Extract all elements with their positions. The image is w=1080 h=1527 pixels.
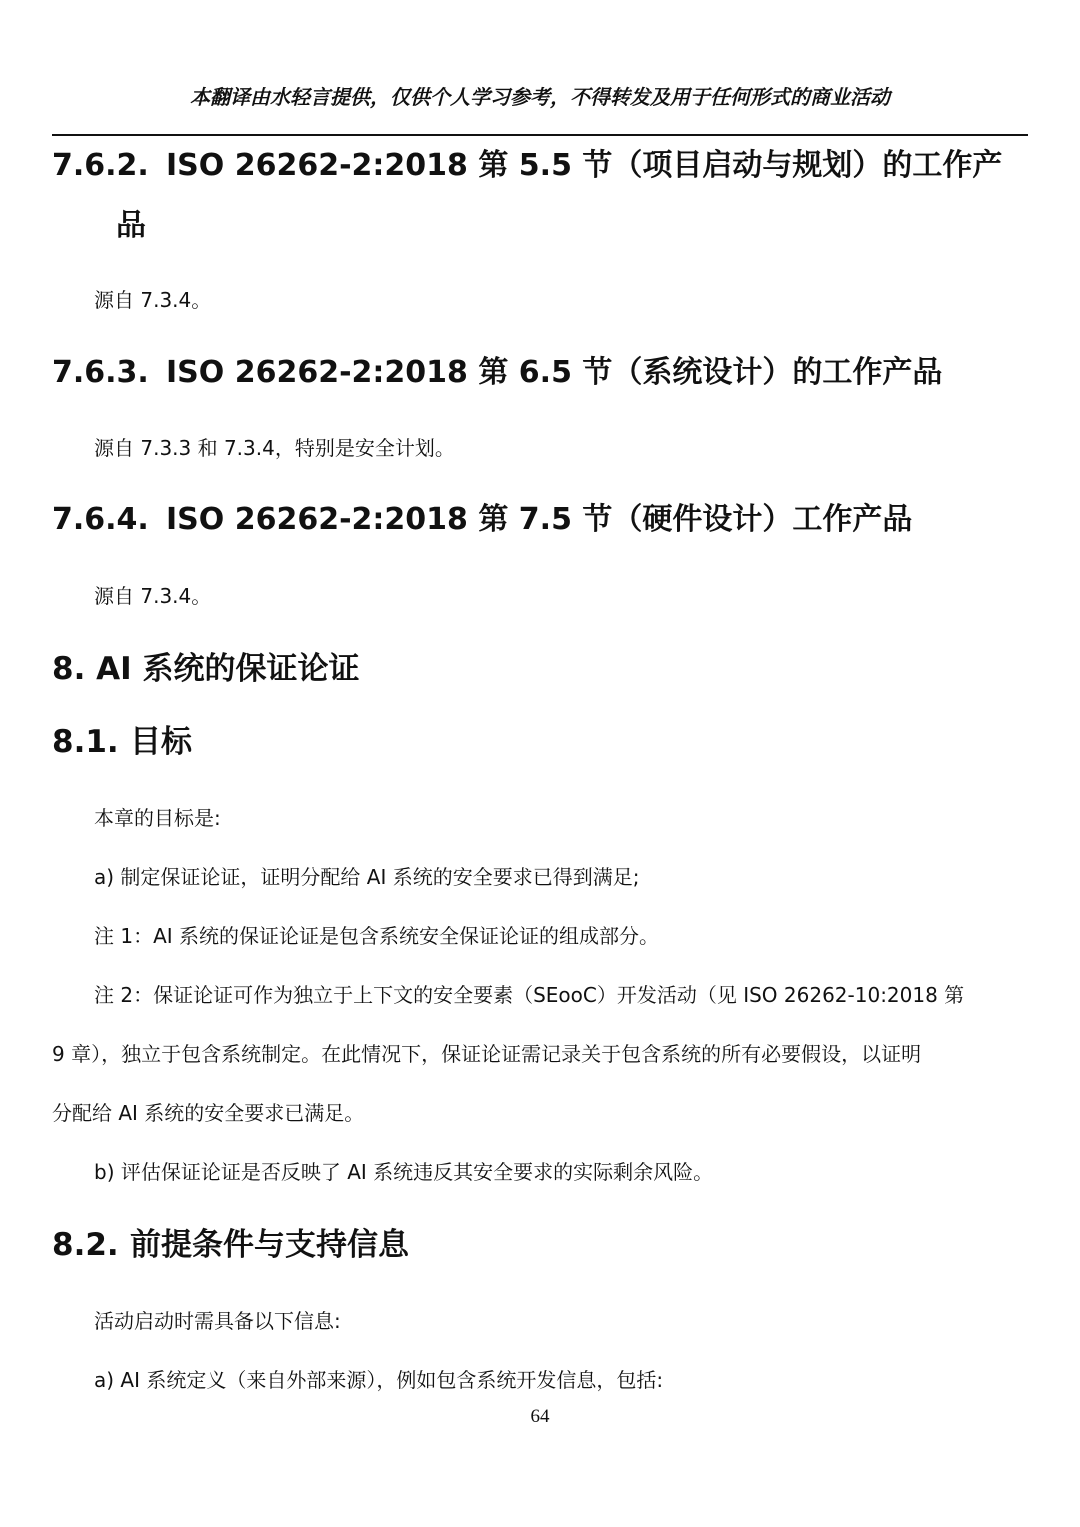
heading-7-6-4 — [52, 500, 912, 540]
heading-title: ISO 26262-2:2018 第 5.5 节（项目启动与规划）的工作产 — [166, 148, 1003, 183]
heading-number: 7.6.2. — [52, 148, 149, 183]
paragraph-8-2-intro: 活动启动时需具备以下信息: — [94, 1309, 341, 1333]
heading-8: 8. AI 系统的保证论证 — [52, 651, 360, 687]
heading-title-continued: 品 — [116, 208, 146, 243]
heading-title: ISO 26262-2:2018 第 6.5 节（系统设计）的工作产品 — [166, 355, 943, 390]
heading-8-1 — [52, 721, 192, 763]
heading-title: 目标 — [130, 724, 192, 760]
heading-8-2 — [52, 1224, 409, 1266]
header-divider — [52, 134, 1028, 136]
heading-number: 8.2. — [52, 1227, 119, 1263]
heading-7-6-2 — [52, 146, 1002, 186]
note-2-line-3: 分配给 AI 系统的安全要求已满足。 — [52, 1101, 365, 1125]
paragraph-7-6-4: 源自 7.3.4。 — [94, 584, 212, 608]
heading-number: 8.1. — [52, 724, 119, 760]
heading-number: 7.6.4. — [52, 502, 149, 537]
heading-title: 前提条件与支持信息 — [130, 1227, 409, 1263]
list-item-a-8-2: a) AI 系统定义（来自外部来源），例如包含系统开发信息，包括: — [94, 1368, 664, 1392]
copyright-notice: 本翻译由水轻言提供，仅供个人学习参考，不得转发及用于任何形式的商业活动 — [190, 85, 890, 109]
page-number: 64 — [530, 1406, 550, 1427]
paragraph-7-6-3: 源自 7.3.3 和 7.3.4，特别是安全计划。 — [94, 436, 455, 460]
note-2-line-2: 9 章），独立于包含系统制定。在此情况下，保证论证需记录关于包含系统的所有必要假设，以证明 — [52, 1042, 922, 1066]
note-2-line-1: 注 2：保证论证可作为独立于上下文的安全要素（SEooC）开发活动（见 ISO 26262-10:2018 第 — [94, 983, 965, 1007]
list-item-b: b) 评估保证论证是否反映了 AI 系统违反其安全要求的实际剩余风险。 — [94, 1160, 714, 1184]
list-item-a: a) 制定保证论证，证明分配给 AI 系统的安全要求已得到满足; — [94, 865, 640, 889]
paragraph-7-6-2: 源自 7.3.4。 — [94, 288, 212, 312]
paragraph-8-1-intro: 本章的目标是: — [94, 806, 221, 830]
heading-7-6-2-continued — [116, 206, 146, 246]
heading-title: ISO 26262-2:2018 第 7.5 节（硬件设计）工作产品 — [166, 502, 913, 537]
heading-number: 7.6.3. — [52, 355, 149, 390]
note-1: 注 1：AI 系统的保证论证是包含系统安全保证论证的组成部分。 — [94, 924, 660, 948]
heading-7-6-3 — [52, 353, 942, 393]
